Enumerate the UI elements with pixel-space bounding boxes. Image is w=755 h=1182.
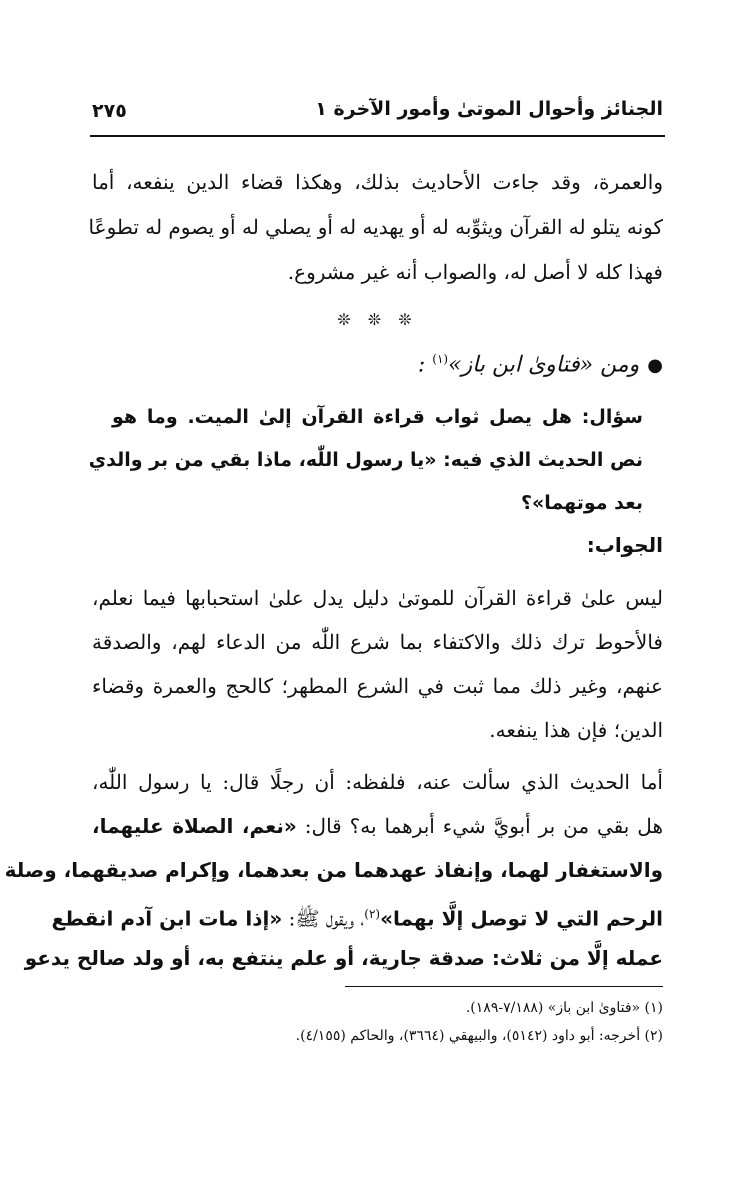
source-heading-text: ومن «فتاوىٰ ابن باز» bbox=[448, 352, 640, 378]
hadith-line-4-plain: ، ويقول ﷺ: bbox=[282, 906, 365, 931]
hadith-line-2 bbox=[92, 811, 663, 841]
question-line-1: سؤال: هل يصل ثواب قراءة القرآن إلىٰ الميت. وما هو bbox=[112, 406, 643, 428]
intro-line-2: كونه يتلو له القرآن ويثوِّبه له أو يهديه له أو يصلي له أو يصوم له تطوعًا bbox=[88, 215, 663, 239]
hadith-line-3: والاستغفار لهما، وإنفاذ عهدهما من بعدهما، وإكرام صديقهما، وصلة bbox=[4, 858, 663, 882]
header-divider bbox=[90, 135, 665, 137]
hadith-line-4-quote: الرحم التي لا توصل إلَّا بهما» bbox=[380, 906, 663, 931]
footnote-ref-1: (١) bbox=[432, 352, 449, 366]
hadith-line-2-plain: هل بقي من بر أبويَّ شيء أبرهما به؟ قال: bbox=[296, 814, 663, 838]
answer-line-3: عنهم، وغير ذلك مما ثبت في الشرع المطهر؛ كالحج والعمرة وقضاء bbox=[92, 674, 663, 698]
question-line-3: بعد موتهما»؟ bbox=[521, 492, 643, 514]
section-separator: ❊ ❊ ❊ bbox=[337, 310, 418, 329]
running-header-title: الجنائز وأحوال الموتىٰ وأمور الآخرة ١ bbox=[315, 98, 663, 120]
hadith-line-2-quote: «نعم، الصلاة عليهما، bbox=[92, 814, 297, 838]
footnote-divider bbox=[345, 986, 663, 987]
answer-line-1: ليس علىٰ قراءة القرآن للموتىٰ دليل يدل علىٰ استحبابها فيما نعلم، bbox=[92, 586, 663, 610]
source-heading-colon: : bbox=[417, 352, 426, 378]
question-line-2: نص الحديث الذي فيه: «يا رسول اللّٰه، ماذا بقي من بر والدي bbox=[88, 449, 643, 471]
answer-line-2: فالأحوط ترك ذلك والاكتفاء بما شرع اللّٰه من الدعاء لهم، والصدقة bbox=[92, 630, 663, 654]
hadith-line-5: عمله إلَّا من ثلاث: صدقة جارية، أو علم ينتفع به، أو ولد صالح يدعو bbox=[24, 946, 663, 970]
footnote-ref-2: (٢) bbox=[364, 907, 381, 921]
hadith-line-1: أما الحديث الذي سألت عنه، فلفظه: أن رجلًا قال: يا رسول اللّٰه، bbox=[92, 770, 663, 794]
footnote-2: (٢) أخرجه: أبو داود (٥١٤٢)، والبيهقي (٣٦٦٤)، والحاكم (٤/١٥٥). bbox=[295, 1028, 663, 1044]
footnote-1: (١) «فتاوىٰ ابن باز» (٧/١٨٨-١٨٩). bbox=[465, 1000, 663, 1016]
hadith-line-4-quote-2: «إذا مات ابن آدم انقطع bbox=[51, 906, 283, 931]
answer-heading: الجواب: bbox=[586, 533, 663, 557]
source-heading bbox=[418, 352, 663, 377]
intro-line-1: والعمرة، وقد جاءت الأحاديث بذلك، وهكذا قضاء الدين ينفعه، أما bbox=[92, 170, 663, 194]
bullet-icon: ● bbox=[647, 355, 663, 377]
answer-line-4: الدين؛ فإن هذا ينفعه. bbox=[489, 718, 663, 742]
page-number: ٢٧٥ bbox=[92, 100, 127, 122]
intro-line-3: فهذا كله لا أصل له، والصواب أنه غير مشروع. bbox=[287, 260, 663, 284]
hadith-line-4 bbox=[51, 899, 663, 934]
